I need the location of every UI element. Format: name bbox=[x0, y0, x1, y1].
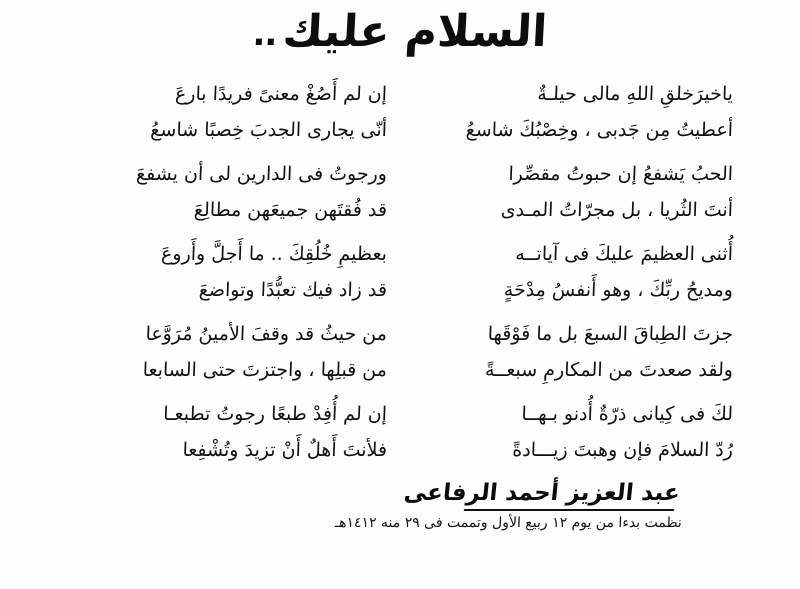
verse-text: من قبلِها ، واجتزتَ حتى السابعا bbox=[142, 359, 388, 382]
verse-text: ورجوتُ فى الدارين لى أن يشفعَ bbox=[135, 163, 388, 186]
poem-column-right bbox=[413, 77, 733, 469]
verse-line bbox=[413, 317, 733, 353]
verse-line bbox=[413, 113, 733, 149]
verse-line bbox=[67, 273, 387, 309]
signature-block bbox=[404, 480, 680, 511]
verse-text: إن لم أَصُغْ معنىً فريدًا بارعَ bbox=[174, 83, 388, 106]
composition-note: نظمت بدءا من يوم ١٢ ربيع الأول وتممت فى ٢٩ منه ١٤١٢هـ bbox=[334, 515, 683, 531]
verse-text: فلأنتَ أَهلٌ أَنْ تزيدَ وتُشْفِعا bbox=[182, 439, 388, 462]
page-title-text: السلام عليك bbox=[281, 6, 549, 57]
verse-line bbox=[67, 353, 387, 389]
verse-line bbox=[67, 237, 387, 273]
verse-text: ولقد صعدتَ من المكارمِ سبعــةً bbox=[484, 359, 734, 382]
verse-text: قد فُقتَهن جميعَهن مطالِعَ bbox=[193, 199, 388, 222]
author-signature: عبد العزيز أحمد الرفاعى bbox=[402, 480, 682, 506]
verse-text: أنتَ الثُريا ، بل مجرّاتُ المـدى bbox=[500, 199, 734, 222]
page-title bbox=[0, 6, 800, 57]
verse-line bbox=[413, 397, 733, 433]
poem-column-left bbox=[67, 77, 387, 469]
verse-line bbox=[413, 433, 733, 469]
verse-text: رُدّ السلامَ فإن وهبتَ زيـــادةً bbox=[511, 439, 734, 462]
verse-text: بعظيمِ خُلُقِكَ .. ما أَجلَّ وأَروعَ bbox=[160, 243, 388, 266]
verse-text: جزتَ الطِباقَ السبعَ بل ما فَوْقَها bbox=[487, 323, 734, 346]
poem-body bbox=[0, 59, 800, 469]
title-dots: .. bbox=[251, 14, 278, 54]
verse-line bbox=[67, 77, 387, 113]
verse-text: لكَ فى كِيانى ذرّةٌ أُدنو بـهــا bbox=[521, 403, 734, 426]
verse-text: ياخيرَخلقِ اللهِ مالى حيلـةٌ bbox=[536, 83, 734, 106]
verse-text: قد زاد فيك تعبُّدًا وتواضعَ bbox=[198, 279, 388, 302]
verse-line bbox=[413, 157, 733, 193]
verse-line bbox=[67, 397, 387, 433]
verse-line bbox=[67, 317, 387, 353]
verse-text: إن لم أُفِدْ طبعًا رجوتُ تطبعـا bbox=[162, 403, 388, 426]
verse-line bbox=[67, 113, 387, 149]
verse-line bbox=[413, 273, 733, 309]
verse-line bbox=[413, 77, 733, 113]
verse-text: أنّى يجارى الجدبَ خِصبًا شاسعُ bbox=[150, 119, 388, 142]
verse-line bbox=[67, 193, 387, 229]
verse-line bbox=[413, 237, 733, 273]
verse-text: أعطيتُ مِن جَدبى ، وخِصْبُكَ شاسعُ bbox=[465, 119, 734, 142]
verse-text: ومديحُ ربِّكَ ، وهو أَنفسُ مِدْحَةٍ bbox=[503, 279, 734, 302]
verse-line bbox=[67, 433, 387, 469]
poem-page bbox=[0, 6, 800, 589]
signature-underline bbox=[464, 509, 675, 511]
verse-line bbox=[413, 353, 733, 389]
verse-line bbox=[67, 157, 387, 193]
verse-line bbox=[413, 193, 733, 229]
verse-text: أُثنى العظيمَ عليكَ فى آياتــه bbox=[514, 243, 734, 266]
verse-text: الحبُ يَشفعُ إن حبوتُ مقصِّرا bbox=[508, 163, 734, 186]
verse-text: من حيثُ قد وقفَ الأمينُ مُرَوَّعا bbox=[145, 323, 388, 346]
